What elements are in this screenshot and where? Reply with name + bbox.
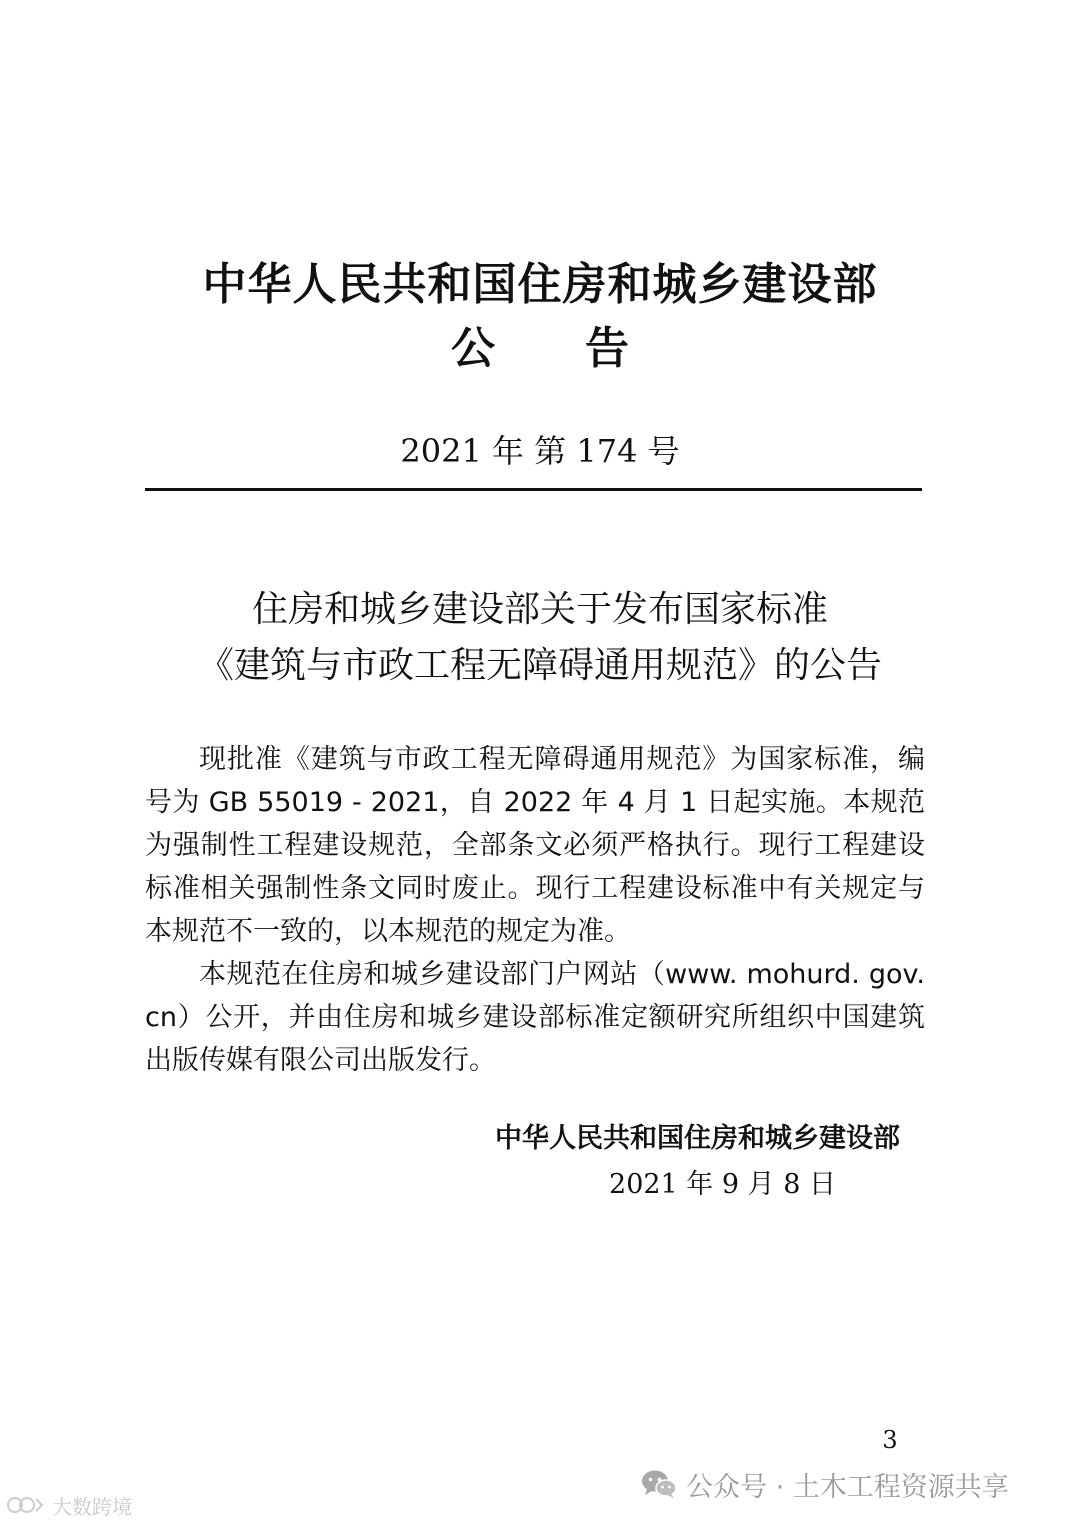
- wechat-icon: [640, 1468, 678, 1500]
- announcement-title-line1: 住房和城乡建设部关于发布国家标准: [251, 589, 828, 630]
- brand-watermark-text: 大数跨境: [52, 1494, 132, 1519]
- signature-date: 2021 年 9 月 8 日: [609, 1169, 836, 1200]
- notice-heading: 公告: [451, 323, 719, 374]
- wechat-watermark: [640, 1464, 1009, 1504]
- issuing-authority-heading: 中华人民共和国住房和城乡建设部: [202, 259, 878, 310]
- announcement-title: [0, 582, 1080, 694]
- announcement-title-line2: 《建筑与市政工程无障碍通用规范》的公告: [197, 645, 882, 686]
- announcement-body: [145, 738, 925, 1082]
- brand-watermark: [6, 1490, 132, 1520]
- brand-logo-icon: [6, 1494, 46, 1516]
- page-number: 3: [882, 1426, 898, 1454]
- signature-authority: 中华人民共和国住房和城乡建设部: [495, 1123, 900, 1154]
- body-paragraph-2: 本规范在住房和城乡建设部门户网站（www. mohurd. gov. cn）公开，并由住房和城乡建设部标准定额研究所组织中国建筑出版传媒有限公司出版发行。: [145, 959, 925, 1076]
- wechat-watermark-text: 公众号 · 土木工程资源共享: [686, 1471, 1009, 1503]
- issue-number: 2021 年 第 174 号: [400, 432, 680, 470]
- header-divider: [145, 488, 922, 491]
- body-paragraph-1: 现批准《建筑与市政工程无障碍通用规范》为国家标准，编号为 GB 55019 - 2021，自 2022 年 4 月 1 日起实施。本规范为强制性工程建设规范，全部条文必须严格执行。现行工程建设标准相关强制性条文同时废止。现行工程建设标准中有关规定与本规范不一致的，以本规范的规定为准。: [145, 744, 925, 947]
